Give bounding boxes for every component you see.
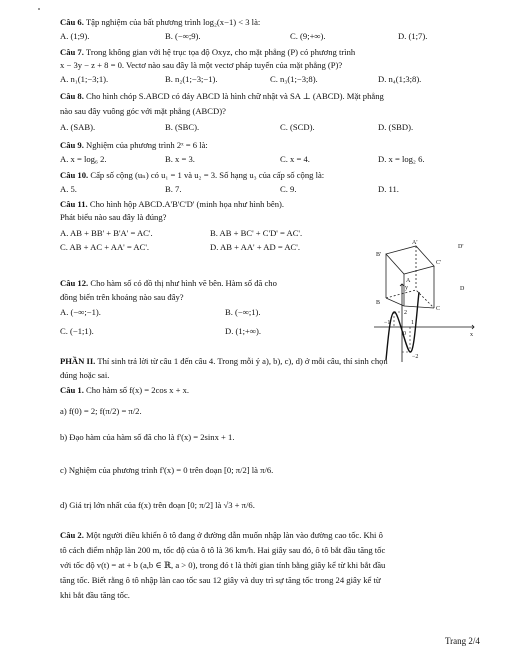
q11-stem-line1: Câu 11. Cho hình hộp ABCD.A'B'C'D' (minh họa như hình bên). [60, 199, 285, 209]
q9-option-c: C. x = 4. [280, 154, 310, 164]
scan-speck [38, 8, 40, 10]
q12-option-d: D. (1;+∞). [225, 326, 262, 336]
q11-option-d: D. AB + AA' + AD = AC'. [210, 242, 300, 252]
q10-option-d: D. 11. [378, 184, 399, 194]
question-number: Câu 9. [60, 140, 84, 150]
part2-line1: PHẦN II. Thí sinh trả lời từ câu 1 đến câu 4. Trong mỗi ý a), b), c), d) ở mỗi câu, thí sinh chọn [60, 356, 388, 366]
graph-label-x: x [470, 332, 473, 338]
graph-label-two: 2 [404, 310, 407, 316]
q9-option-a: A. x = log₆ 2. [60, 154, 107, 164]
part2-line2: đúng hoặc sai. [60, 370, 110, 380]
p2q2-line3: với tốc độ v(t) = at + b (a,b ∈ ℝ, a > 0), trong đó t là thời gian tính bằng giây kể từ khi bắt đầu [60, 560, 386, 570]
graph-label-one: 1 [411, 320, 414, 326]
q10-option-a: A. 5. [60, 184, 77, 194]
p2q1-c: c) Nghiệm của phương trình f'(x) = 0 trên đoạn [0; π/2] là π/6. [60, 465, 274, 475]
label-a: A [406, 278, 411, 284]
p2q2-line1: Câu 2. Một người điều khiển ô tô đang ở đường dẫn muốn nhập làn vào đường cao tốc. Khi ô [60, 530, 383, 540]
page-number: Trang 2/4 [445, 636, 480, 646]
q6-stem: Câu 6. Tập nghiệm của bất phương trình log₂(x−1) < 3 là: [60, 17, 261, 27]
q8-option-c: C. (SCD). [280, 122, 315, 132]
q12-stem-line1: Câu 12. Cho hàm số có đồ thị như hình vẽ bên. Hàm số đã cho [60, 278, 277, 288]
q12-option-b: B. (−∞;1). [225, 307, 261, 317]
q11-option-c: C. AB + AC + AA' = AC'. [60, 242, 150, 252]
label-c: C [436, 306, 441, 310]
question-number: Câu 1. [60, 385, 84, 395]
p2q2-line2: tô cách điểm nhập làn 200 m, tốc độ của ô tô là 36 km/h. Hai giây sau đó, ô tô bắt đầu tăng tốc [60, 545, 386, 555]
q6-option-b: B. (−∞;9). [165, 31, 201, 41]
p2q1-b: b) Đạo hàm của hàm số đã cho là f'(x) = 2sinx + 1. [60, 432, 235, 442]
q10-option-c: C. 9. [280, 184, 297, 194]
label-b: B [376, 300, 381, 306]
q8-stem-line2: nào sau đây vuông góc với mặt phẳng (ABCD)? [60, 106, 226, 116]
label-d: D [460, 286, 465, 292]
q10-option-b: B. 7. [165, 184, 182, 194]
question-number: Câu 8. [60, 91, 84, 101]
question-number: Câu 2. [60, 530, 84, 540]
graph-curve [386, 292, 419, 360]
q11-option-b: B. AB + BC' + C'D' = AC'. [210, 228, 303, 238]
function-graph [368, 280, 480, 364]
question-number: Câu 12. [60, 278, 89, 288]
p2q2-line5: khi bắt đầu tăng tốc. [60, 590, 130, 600]
q10-stem: Câu 10. Cấp số cộng (uₙ) có u₁ = 1 và u₂ = 3. Số hạng u₃ của cấp số cộng là: [60, 170, 325, 180]
label-aprime: A' [412, 240, 418, 246]
q9-option-d: D. x = log₂ 6. [378, 154, 425, 164]
q8-option-a: A. (SAB). [60, 122, 96, 132]
p2q2-line4: tăng tốc. Biết rằng ô tô nhập làn cao tốc sau 12 giây và duy trì sự tăng tốc trong 24 giây kể từ [60, 575, 381, 585]
q7-option-a: A. n₁(1;−3;1). [60, 74, 109, 84]
question-number: Câu 6. [60, 17, 84, 27]
label-bprime: B' [376, 252, 382, 258]
q7-option-d: D. n₄(1;3;8). [378, 74, 422, 84]
q9-option-b: B. x = 3. [165, 154, 195, 164]
q7-option-b: B. n₂(1;−3;−1). [165, 74, 218, 84]
q8-option-b: B. (SBC). [165, 122, 200, 132]
p2q1-d: d) Giá trị lớn nhất của f(x) trên đoạn [0; π/2] là √3 + π/6. [60, 500, 255, 510]
q8-stem-line1: Câu 8. Cho hình chóp S.ABCD có đáy ABCD là hình chữ nhật và SA ⊥ (ABCD). Mặt phẳng [60, 91, 384, 101]
question-number: Câu 7. [60, 47, 84, 57]
q12-option-c: C. (−1;1). [60, 326, 94, 336]
q7-stem-line2: x − 3y − z + 8 = 0. Vectơ nào sau đây là một vectơ pháp tuyến của mặt phẳng (P)? [60, 60, 343, 70]
q12-option-a: A. (−∞;−1). [60, 307, 101, 317]
q11-stem-line2: Phát biểu nào sau đây là đúng? [60, 212, 167, 222]
q12-stem-line2: đồng biến trên khoảng nào sau đây? [60, 292, 184, 302]
question-number: Câu 10. [60, 170, 89, 180]
question-number: PHẦN II. [60, 356, 96, 366]
graph-label-origin: 0 [403, 331, 406, 337]
q9-stem: Câu 9. Nghiệm của phương trình 2ˣ = 6 là: [60, 140, 208, 150]
question-number: Câu 11. [60, 199, 88, 209]
p2q1-stem: Câu 1. Cho hàm số f(x) = 2cos x + x. [60, 385, 190, 395]
q11-option-a: A. AB + BB' + B'A' = AC'. [60, 228, 153, 238]
q8-option-d: D. (SBD). [378, 122, 414, 132]
q6-option-c: C. (9;+∞). [290, 31, 326, 41]
q6-option-d: D. (1;7). [398, 31, 428, 41]
label-dprime: D' [458, 244, 464, 250]
graph-label-minus-two: −2 [412, 354, 419, 360]
top-face [386, 246, 434, 274]
p2q1-a: a) f(0) = 2; f(π/2) = π/2. [60, 406, 142, 416]
q7-stem-line1: Câu 7. Trong không gian với hệ trục tọa độ Oxyz, cho mặt phẳng (P) có phương trình [60, 47, 356, 57]
graph-label-y: y [405, 285, 408, 291]
label-cprime: C' [436, 260, 442, 266]
q7-option-c: C. n₃(1;−3;8). [270, 74, 318, 84]
graph-label-minus-one: −1 [384, 320, 391, 326]
q6-option-a: A. (1;9). [60, 31, 90, 41]
